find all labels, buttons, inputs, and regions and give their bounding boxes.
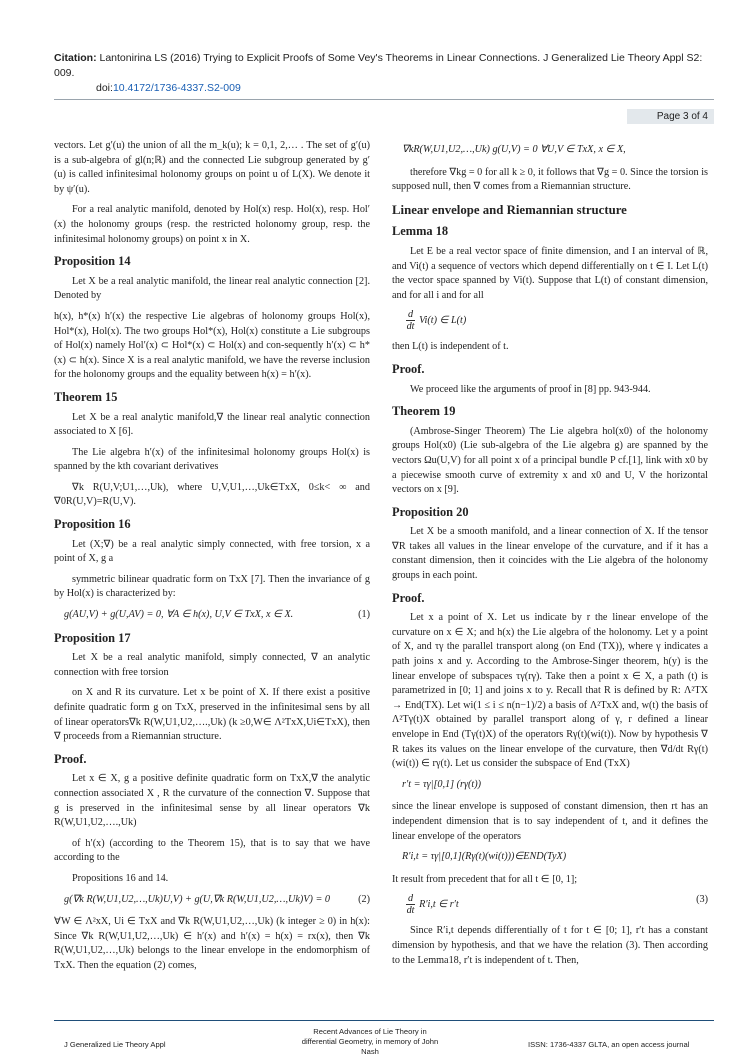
right-column xyxy=(392,139,708,974)
paragraph: of h′(x) (according to the Theorem 15), that is to say that we have according to the xyxy=(54,837,370,864)
paragraph: Let x ∈ X, g a positive definite quadratic form on TxX,∇ the analytic connection associated X , R the curvature of the connection ∇. Suppose that g is preserved in the infinitesimal sense by all linear operators ∇k R(W,U1,U2,….,Uk) xyxy=(54,773,370,829)
paragraph: therefore ∇kg = 0 for all k ≥ 0, it follows that ∇g = 0. Since the torsion is supposed null, then ∇ comes from a Riemannian structure. xyxy=(392,166,708,193)
page-number-box xyxy=(54,109,714,129)
paragraph: It result from precedent that for all t ∈ [0, 1]; xyxy=(392,873,578,885)
equation-body: R′i,t ∈ r′t xyxy=(419,899,459,911)
paragraph: since the linear envelope is supposed of constant dimension, then rt has an independent dimension that is to say independent of t, and it defines the linear envelope of the operators xyxy=(392,801,708,842)
paragraph: Let x a point of X. Let us indicate by r the linear envelope of the curvature on x ∈ X; and h(x) the Lie algebra of the holonomy. Let y a point of X, and τγ the parallel transport along (on End (TX)), where γ indicates a path joins x and y. According to the Ambrose-Singer theorem, h(y) is the linear envelope of subspaces τγ(rγ). Take then a point x ∈ X, a path (t) is parametrized in [0; 1] and joins x to y. Recall that R is defined by R: Λ²TX → End(TX). Let wi(1 ≤ i ≤ n(n−1)/2) a basis of Λ²TxX and, w(t) the basis of Λ²Tγ(t)X obtained by parallel transport along of γ, r defined a linear envelope in End (Tγ(t)X) of the operators Rγ(t)(wi(t)). Now by hypothesis ∇ R takes its values on the linear envelope of the curvature, then ∇d/dt Rγ(t)(wi(t)) ∈ rγ(t). Let us consider the subspace of End (TxX) xyxy=(392,612,708,770)
paragraph: Let E be a real vector space of finite dimension, and I an interval of ℝ, and Vi(t) a sequence of vectors which depend differentially on t ∈ I. Let L(t) the vector space spanned by Vi(t). Suppose that L(t) of constant dimension, and for all i and for all xyxy=(392,245,708,301)
page-number: Page 3 of 4 xyxy=(627,109,714,124)
paragraph: (Ambrose-Singer Theorem) The Lie algebra hol(x0) of the holonomy groups Hol(x0) (Lie sub-algebra of the Lie algebra g) are spanned by the vectors Ωu(U,V) for all point x of a principal bundle P cf.[1], link with x0 by a piecewise smooth curve of extremity x and x0 and U, V the horizontal vectors on x [9]. xyxy=(392,425,708,496)
paragraph: then L(t) is independent of t. xyxy=(392,341,509,353)
heading-proof: Proof. xyxy=(54,751,87,766)
equation-body: Vi(t) ∈ L(t) xyxy=(419,315,467,327)
equation-number: (2) xyxy=(358,893,370,905)
header-rule xyxy=(54,99,714,100)
paragraph: on X and R its curvature. Let x be point of X. If there exist a positive definite quadratic form g on TxX, preserved in the infinitesimal sens by all of linear operators∇k R(W,U1,U2,….,Uk) (k ≥0,W∈ Λ²TxX,Ui∈TxX), then ∇ proceeds from a Riemannian structure. xyxy=(54,687,370,743)
equation-rit: R′i,t = τγ|[0,1](Rγ(t)(wi(t)))∈END(TyX) xyxy=(402,851,567,863)
paragraph: Let X be a real analytic manifold,∇ the linear real analytic connection associated to X [6]. xyxy=(54,411,370,438)
equation-2 xyxy=(54,893,370,908)
heading-proof: Proof. xyxy=(392,590,425,605)
heading-proposition-14: Proposition 14 xyxy=(54,254,131,269)
paragraph: ∀W ∈ Λ²xX, Ui ∈ TxX and ∇k R(W,U1,U2,…,Uk) (k integer ≥ 0) in h(x): Since ∇k R(W,U1,U2,…,Uk) ∈ h′(x) and h′(x) = h(x) = rx(x), then ∇k R(W,U1,U2,…,Uk) belongs to the linear envelope in the endomorphism of TxX. Then the equation (2) comes, xyxy=(54,916,370,971)
paragraph: Let X be a smooth manifold, and a linear connection of X. If the tensor ∇R takes all values in the linear envelope of the curvature, and if it has a constant dimension, then it coincides with the Lie algebra of the holonomy groups in each point. xyxy=(392,526,708,582)
heading-proof: Proof. xyxy=(392,361,425,376)
heading-linear-envelope: Linear envelope and Riemannian structure xyxy=(392,202,627,217)
equation-1 xyxy=(54,608,370,623)
heading-theorem-15: Theorem 15 xyxy=(54,389,118,404)
derivative-fraction: $\frac{d}{dt}$ xyxy=(406,893,415,917)
paragraph: The Lie algebra h′(x) of the infinitesimal holonomy groups Hol(x) is spanned by the kth covariant derivatives xyxy=(54,446,370,473)
derivative-fraction: $\frac{d}{dt}$ xyxy=(406,309,415,333)
heading-theorem-19: Theorem 19 xyxy=(392,404,456,419)
citation-label: Citation: xyxy=(54,52,97,64)
paragraph: Propositions 16 and 14. xyxy=(72,872,169,884)
paragraph: Let X be a real analytic manifold, the linear real analytic connection [2]. Denoted by xyxy=(54,275,370,302)
equation-body: g(∇k R(W,U1,U2,…,Uk)U,V) + g(U,∇k R(W,U1,U2,…,Uk)V) = 0 xyxy=(64,893,330,905)
paragraph: Since R′i,t depends differentially of t for t ∈ [0; 1], r′t has a constant dimension by hypothesis, and that we have the relation (3). Then according to the Lemma18, r′t is independent of t. Then, xyxy=(392,925,708,966)
paragraph: symmetric bilinear quadratic form on TxX [7]. Then the invariance of g by Hol(x) is characterized by: xyxy=(54,573,370,600)
heading-lemma-18: Lemma 18 xyxy=(392,224,449,239)
paragraph: h(x), h*(x) h′(x) the respective Lie algebras of holonomy groups Hol(x), Hol*(x), Hol(x). The two groups Hol*(x), Hol(x) constitute a Lie subgroups of Hol(x) namely Hol′(x) ⊂ Hol*(x) ⊂ Hol(x) and con-sequently h′(x) ⊂ h*(x) ⊂ h(x). Since X is a real analytic manifold, we have the reverse inclusion for the holonomy groups and the equality between h(x) = h′(x). xyxy=(54,310,370,381)
footer-rule xyxy=(54,1020,714,1021)
equation-3 xyxy=(392,893,708,916)
heading-proposition-16: Proposition 16 xyxy=(54,517,131,532)
heading-proposition-17: Proposition 17 xyxy=(54,630,131,645)
footer-center: Recent Advances of Lie Theory in differential Geometry, in memory of John Nash xyxy=(301,1027,439,1056)
footer-journal: J Generalized Lie Theory Appl xyxy=(64,1040,166,1049)
doi-link[interactable]: 10.4172/1736-4337.S2-009 xyxy=(112,82,241,94)
equation-rt: r′t = τγ|[0,1] (rγ(t)) xyxy=(402,778,482,790)
heading-proposition-20: Proposition 20 xyxy=(392,504,469,519)
equation-body: g(AU,V) + g(U,AV) = 0, ∀A ∈ h(x), U,V ∈ TxX, x ∈ X. xyxy=(64,609,294,621)
citation-header xyxy=(54,51,714,96)
paragraph: For a real analytic manifold, denoted by Hol(x) resp. Hol(x), resp. Hol′(x) the holonomy groups (resp. the restricted holonomy group, resp. the infinitesimal holonomy groups) on point x in X. xyxy=(54,204,370,245)
footer-issn: ISSN: 1736-4337 GLTA, an open access journal xyxy=(528,1040,690,1049)
citation-text: Lantonirina LS (2016) Trying to Explicit Proofs of Some Vey's Theorems in Linear Connections. J Generalized Lie Theory Appl S2: 009. xyxy=(54,52,703,79)
paragraph: Let X be a real analytic manifold, simply connected, ∇ an analytic connection with free torsion xyxy=(54,652,370,678)
paragraph: Let (X;∇) be a real analytic simply connected, with free torsion, x a point of X, g a xyxy=(54,538,370,565)
equation-top: ∇kR(W,U1,U2,…,Uk) g(U,V) = 0 ∀U,V ∈ TxX, x ∈ X, xyxy=(402,144,626,155)
paragraph: We proceed like the arguments of proof in [8] pp. 943-944. xyxy=(410,383,651,395)
equation-number: (3) xyxy=(696,894,708,906)
paragraph: vectors. Let g′(u) the union of all the m_k(u); k = 0,1, 2,… . The set of g′(u) is a sub-algebra of gl(n;ℝ) and the connected Lie subgroup generated by g′(u) is called infinitesimal holonomy groups on point u of L(X). We denote it by ψ′(u). xyxy=(54,140,370,195)
doi-prefix: doi: xyxy=(96,82,113,94)
paragraph: ∇k R(U,V;U1,…,Uk), where U,V,U1,…,Uk∈TxX, 0≤k< ∞ and ∇0R(U,V)=R(U,V). xyxy=(54,481,370,508)
lemma-18-equation xyxy=(392,309,708,332)
left-column xyxy=(54,139,370,980)
equation-number: (1) xyxy=(358,609,370,621)
